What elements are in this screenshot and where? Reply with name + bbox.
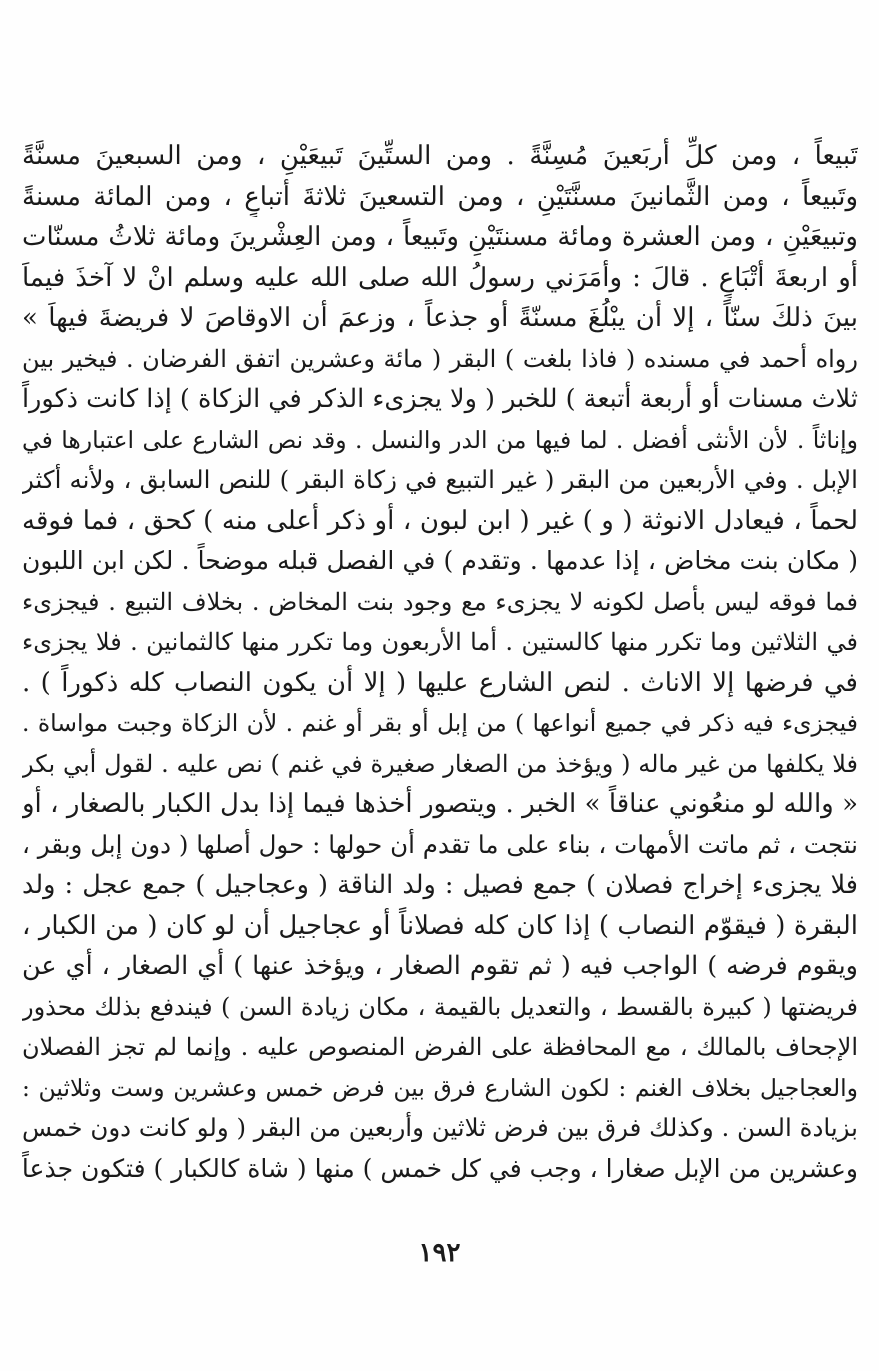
- text-line: وتَبيعاً ، ومن الثَّمانينَ مسنَّتَيْنِ ، ومن التسعينَ ثلاثةَ أتباعٍ ، ومن المائة مسنةً: [22, 181, 858, 212]
- text-line: فريضتها ( كبيرة بالقسط ، والتعديل بالقيمة ، مكان زيادة السن ) فيندفع بذلك محذور: [22, 992, 858, 1021]
- text-line: فلا يكلفها من غير ماله ( ويؤخذ من الصغار صغيرة في غنم ) نص عليه . لقول أبي بكر: [22, 749, 858, 778]
- text-line: الإبل . وفي الأربعين من البقر ( غير التبيع في زكاة البقر ) للنص السابق ، ولأنه أكثر: [22, 465, 858, 494]
- text-line: تَبيعاً ، ومن كلِّ أربَعينَ مُسِنَّةً . ومن الستِّينَ تَبيعَيْنِ ، ومن السبعينَ مسنَّةً: [22, 141, 858, 171]
- text-line: ثلاث مسنات أو أربعة أتبعة ) للخبر ( ولا يجزىء الذكر في الزكاة ) إذا كانت ذكوراً: [22, 384, 858, 414]
- text-line: وتبيعَيْنِ ، ومن العشرة ومائة مسنتَيْنِ وتَبيعاً ، ومن العِشْرينَ ومائة ثلاثُ مسنّات: [22, 222, 858, 252]
- text-line: « والله لو منعُوني عناقاً » الخبر . ويتصور أخذها فيما إذا بدل الكبار بالصغار ، أو: [22, 789, 858, 819]
- text-line: رواه أحمد في مسنده ( فاذا بلغت ) البقر ( مائة وعشرين اتفق الفرضان . فيخير بين: [22, 344, 858, 373]
- text-line: أو اربعةَ أتْبَاعٍ . قالَ : وأمَرَني رسولُ الله صلى الله عليه وسلم انْ لا آخذَ فيماَ: [22, 262, 858, 293]
- text-line: وعشرين من الإبل صغارا ، وجب في كل خمس ) منها ( شاة كالكبار ) فتكون جذعاً: [22, 1153, 858, 1183]
- text-line: ويقوم فرضه ) الواجب فيه ( ثم تقوم الصغار ، ويؤخذ عنها ) أي الصغار ، أي عن: [22, 951, 858, 981]
- page-number: ١٩٢: [418, 1238, 461, 1268]
- text-line: في فرضها إلا الاناث . لنص الشارع عليها ( إلا أن يكون النصاب كله ذكوراً ) .: [22, 667, 858, 698]
- text-line: فلا يجزىء إخراج فصلان ) جمع فصيل : ولد الناقة ( وعجاجيل ) جمع عجل : ولد: [22, 870, 858, 900]
- text-line: فما فوقه ليس بأصل لكونه لا يجزىء مع وجود بنت المخاض . بخلاف التبيع . فيجزىء: [22, 587, 858, 616]
- text-line: فيجزىء فيه ذكر في جميع أنواعها ) من إبل أو بقر أو غنم . لأن الزكاة وجبت مواساة .: [22, 709, 858, 737]
- text-line: وإناثاً . لأن الأنثى أفضل . لما فيها من الدر والنسل . وقد نص الشارع على اعتبارها في: [22, 425, 858, 454]
- text-line: الإجحاف بالمالك ، مع المحافظة على الفرض المنصوص عليه . وإنما لم تجز الفصلان: [22, 1033, 858, 1061]
- text-line: والعجاجيل بخلاف الغنم : لكون الشارع فرق بين فرض خمس وعشرين وست وثلاثين :: [22, 1073, 858, 1102]
- body-text: [22, 136, 858, 1189]
- text-line: في الثلاثين وما تكرر منها كالستين . أما الأربعون وما تكرر منها كالثمانين . فلا يجزىء: [22, 628, 858, 656]
- text-line: نتجت ، ثم ماتت الأمهات ، بناء على ما تقدم أن حولها : حول أصلها ( دون إبل وبقر ،: [22, 829, 858, 859]
- text-line: بزيادة السن . وكذلك فرق بين فرض ثلاثين وأربعين من البقر ( ولو كانت دون خمس: [22, 1113, 858, 1142]
- text-line: بينَ ذلكَ سنّاً ، إلا أن يبْلُغَ مسنّةً أو جذعاً ، وزعمَ أن الاوقاصَ لا فريضةَ فيهاَ »: [22, 303, 858, 333]
- text-line: ( مكان بنت مخاض ، إذا عدمها . وتقدم ) في الفصل قبله موضحاً . لكن ابن اللبون: [22, 546, 858, 575]
- text-line: لحماً ، فيعادل الانوثة ( و ) غير ( ابن لبون ، أو ذكر أعلى منه ) كحق ، فما فوقه: [22, 505, 858, 536]
- text-line: البقرة ( فيقوّم النصاب ) إذا كان كله فصلاناً أو عجاجيل أن لو كان ( من الكبار ،: [22, 910, 858, 941]
